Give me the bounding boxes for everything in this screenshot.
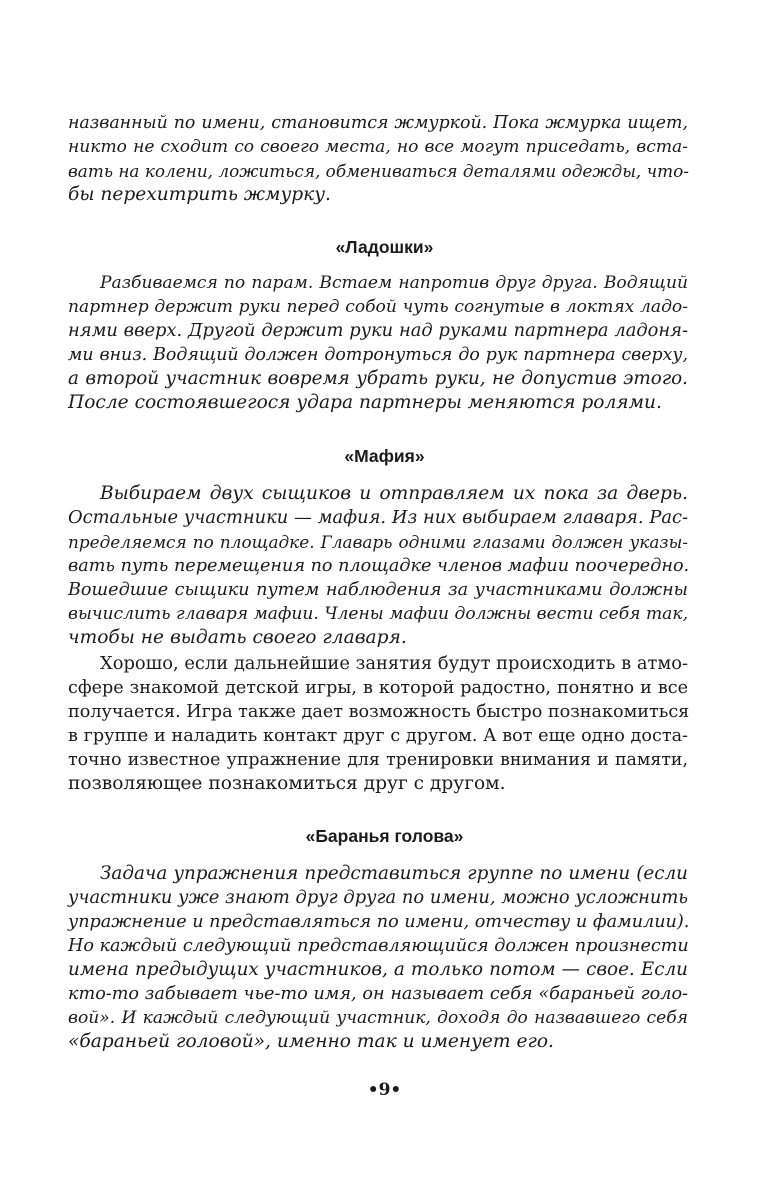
body-line: точно известное упражнение для тренировки внимания и памяти,	[68, 750, 688, 770]
page-number: •9•	[367, 1080, 402, 1100]
baranya-line: кто-то забывает чье-то имя, он называет себя «бараньей голо-	[68, 984, 688, 1004]
ladoshki-line: нями вверх. Другой держит руки над руками партнера ладоня-	[68, 320, 688, 341]
mafia-line: вать путь перемещения по площадке членов мафии поочередно.	[68, 556, 690, 576]
section-heading-mafia: «Мафия»	[344, 446, 425, 466]
ladoshki-line: Разбиваемся по парам. Встаем напротив друг друга. Водящий	[100, 273, 688, 293]
baranya-line: имена предыдущих участников, а только потом — свое. Если	[68, 959, 688, 980]
baranya-line: вой». И каждый следующий участник, доходя до назвавшего себя	[68, 1008, 688, 1028]
body-line: в группе и наладить контакт друг с другом. А вот еще одно доста-	[68, 726, 688, 746]
body-line: сфере знакомой детской игры, в которой радостно, понятно и все	[68, 678, 688, 698]
mafia-line: пределяемся по площадке. Главарь одними глазами должен указы-	[68, 532, 688, 552]
mafia-line: Вошедшие сыщики путем наблюдения за участниками должны	[68, 580, 688, 600]
baranya-line: Задача упражнения представиться группе по имени (если	[100, 863, 688, 884]
body-line: получается. Игра также дает возможность быстро познакомиться	[68, 702, 690, 722]
mafia-line: вычислить главаря мафии. Члены мафии должны вести себя так,	[68, 604, 688, 624]
section-heading-baranya-golova: «Баранья голова»	[305, 826, 464, 846]
baranya-line: «бараньей головой», именно так и именует его.	[68, 1031, 554, 1052]
ladoshki-line: партнер держит руки перед собой чуть согнутые в локтях ладо-	[68, 297, 688, 317]
mafia-line: Остальные участники — мафия. Из них выбираем главаря. Рас-	[68, 507, 688, 528]
baranya-line: упражнение и представляться по имени, отчеству и фамилии).	[68, 912, 690, 932]
ladoshki-line: ми вниз. Водящий должен дотронуться до рук партнера сверху,	[68, 345, 688, 365]
intro-line: никто не сходит со своего места, но все могут приседать, вста-	[68, 137, 688, 157]
body-line: Хорошо, если дальнейшие занятия будут происходить в атмо-	[100, 653, 688, 674]
mafia-line: Выбираем двух сыщиков и отправляем их пока за дверь.	[100, 483, 688, 504]
baranya-line: участники уже знают друг друга по имени, можно усложнить	[68, 887, 688, 908]
intro-line: бы перехитрить жмурку.	[68, 184, 331, 205]
body-line: позволяющее познакомиться друг с другом.	[68, 773, 506, 794]
ladoshki-line: а второй участник вовремя убрать руки, не допустив этого.	[68, 368, 688, 389]
section-heading-ladoshki: «Ладошки»	[335, 237, 434, 257]
intro-line: вать на колени, ложиться, обмениваться деталями одежды, что-	[68, 161, 689, 181]
mafia-line: чтобы не выдать своего главаря.	[68, 627, 407, 648]
intro-line: названный по имени, становится жмуркой. Пока жмурка ищет,	[68, 113, 688, 133]
ladoshki-line: После состоявшегося удара партнеры меняются ролями.	[68, 392, 662, 413]
baranya-line: Но каждый следующий представляющийся должен произнести	[68, 936, 689, 956]
